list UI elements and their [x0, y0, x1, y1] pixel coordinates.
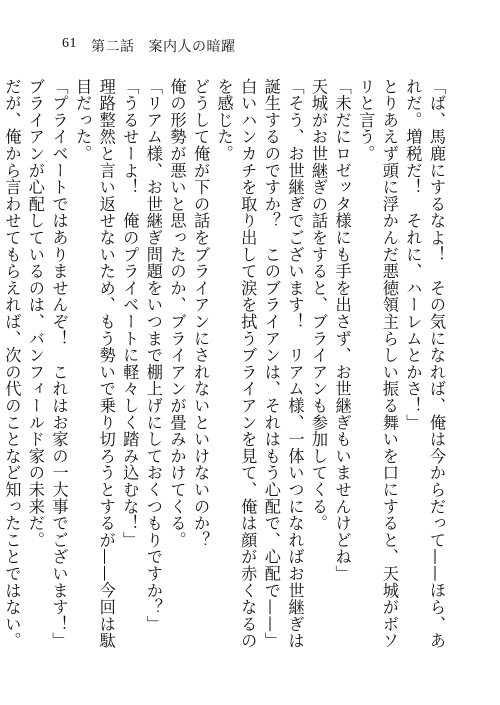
page-number: 61 [62, 36, 77, 51]
text-line: 「プライベートではありませんぞ！ これはお家の一大事でございます！」 [49, 78, 69, 650]
text-line: 「リアム様、お世継ぎ問題をいつまで棚上げにしておくつもりですか？」 [143, 78, 163, 633]
text-line: 俺の形勢が悪いと思ったのか、ブライアンが畳みかけてくる。 [167, 78, 187, 549]
text-line: 「そう、お世継ぎでございます！ リアム様、一体いつになればお世継ぎは誕生するのですか？ このブライアンは、それはもう心配で、心配で——」 [261, 78, 305, 650]
text-line: ブライアンが心配しているのは、バンフィールド家の未来だ。 [25, 78, 45, 549]
chapter-label: 第二話 [91, 39, 135, 55]
text-line: だが、俺から言わせてもらえれば、次の代のことなど知ったことではない。 [2, 78, 22, 650]
page-header [62, 36, 236, 56]
text-line: 「ば、馬鹿にするなよ！ その気になれば、俺は今からだって——ほら、あれだ。増税だ！ それに、ハーレムとかさ！」 [403, 78, 446, 650]
text-line: 白いハンカチを取り出して涙を拭うブライアンを見て、俺は顔が赤くなるのを感じた。 [214, 78, 258, 650]
text-line: 「うるせーよ！ 俺のプライベートに軽々しく踏み込むな！」 [120, 78, 140, 549]
text-line: 「未だにロゼッタ様にも手を出さず、お世継ぎもいませんけどね」 [332, 78, 352, 582]
chapter-title: 案内人の暗躍 [148, 39, 236, 55]
vertical-body-text [2, 78, 448, 658]
text-line: 理路整然と言い返せないため、もう勢いで乗り切ろうとするが——今回は駄目だった。 [73, 78, 116, 650]
text-line: 天城がお世継ぎの話をすると、ブライアンも参加してくる。 [309, 78, 329, 532]
text-line: どうして俺が下の話をブライアンにされないといけないのか？ [191, 78, 211, 549]
text-line: とりあえず頭に浮かんだ悪徳領主らしい振る舞いを口にすると、天城がボソリと言う。 [356, 78, 399, 650]
